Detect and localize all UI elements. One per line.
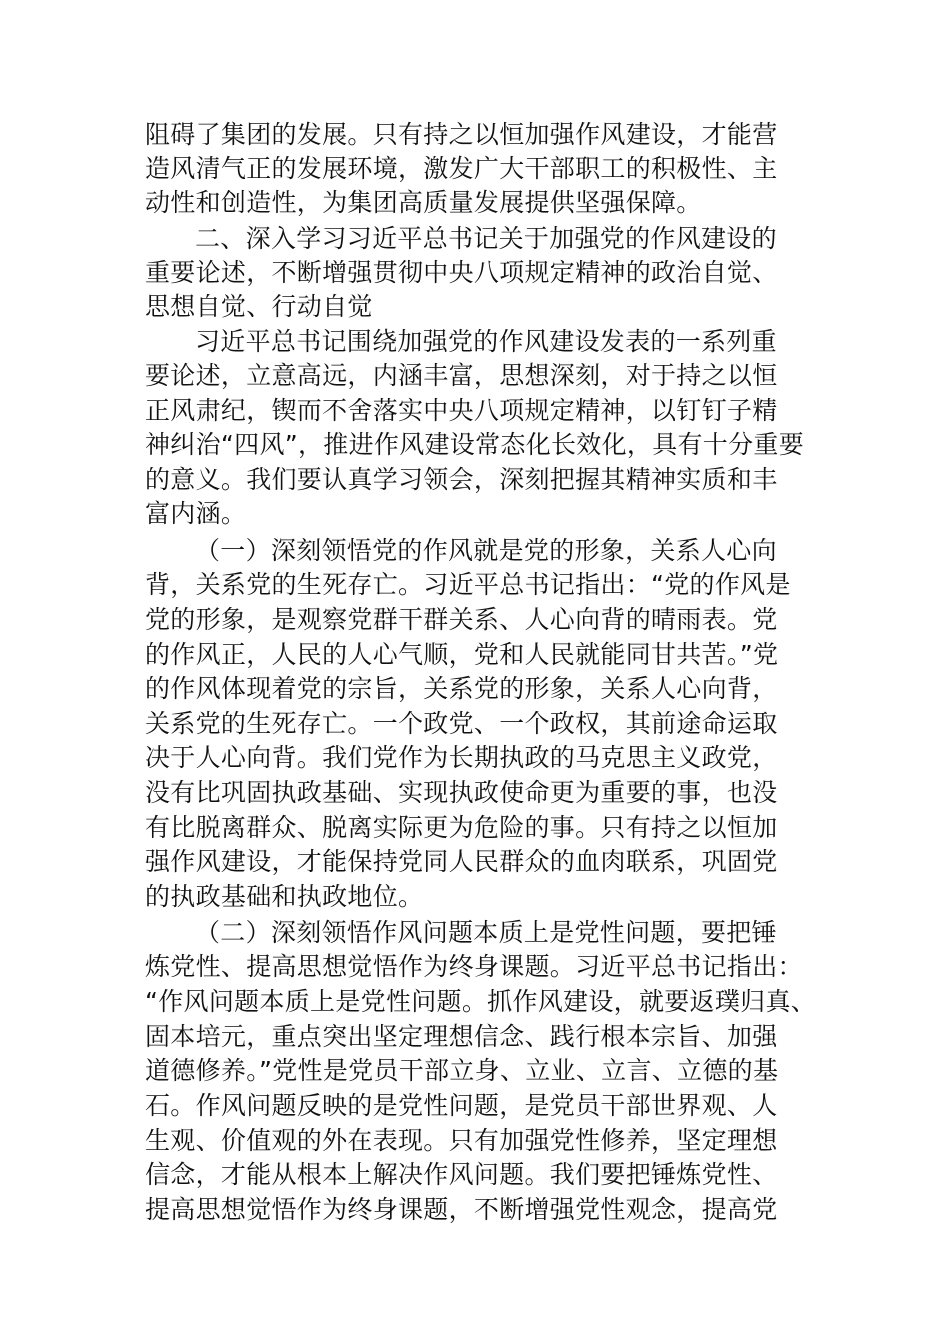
- text-line: 阻碍了集团的发展。只有持之以恒加强作风建设，才能营: [145, 120, 778, 149]
- text-line: 背，关系党的生死存亡。习近平总书记指出：“党的作风是: [145, 570, 791, 599]
- subsection-heading-line: （二）深刻领悟作风问题本质上是党性问题，要把锤: [195, 918, 777, 947]
- section-heading-line: 思想自觉、行动自觉: [145, 292, 373, 321]
- text-line: 造风清气正的发展环境，激发广大干部职工的积极性、主: [145, 154, 778, 183]
- text-line: 正风肃纪，锲而不舍落实中央八项规定精神，以钉钉子精: [145, 396, 778, 425]
- text-line: 关系党的生死存亡。一个政党、一个政权，其前途命运取: [145, 709, 778, 738]
- text-line: 的作风体现着党的宗旨，关系党的形象，关系人心向背，: [145, 674, 778, 703]
- text-line: 道德修养。”党性是党员干部立身、立业、立言、立德的基: [145, 1056, 779, 1085]
- text-line: 信念，才能从根本上解决作风问题。我们要把锤炼党性、: [145, 1160, 778, 1189]
- text-line: 的意义。我们要认真学习领会，深刻把握其精神实质和丰: [145, 465, 778, 494]
- text-line: 党的形象，是观察党群干群关系、人心向背的晴雨表。党: [145, 605, 778, 634]
- text-line: 生观、价值观的外在表现。只有加强党性修养，坚定理想: [145, 1126, 778, 1155]
- text-line: 炼党性、提高思想觉悟作为终身课题。习近平总书记指出：: [145, 952, 803, 981]
- text-line: 动性和创造性，为集团高质量发展提供坚强保障。: [145, 188, 702, 217]
- section-heading-line: 二、深入学习习近平总书记关于加强党的作风建设的: [195, 224, 777, 253]
- text-line: “作风问题本质上是党性问题。抓作风建设，就要返璞归真、: [145, 987, 817, 1016]
- text-line: 习近平总书记围绕加强党的作风建设发表的一系列重: [195, 327, 777, 356]
- text-line: 的作风正，人民的人心气顺，党和人民就能同甘共苦。”党: [145, 640, 779, 669]
- text-line: 富内涵。: [145, 499, 247, 528]
- text-line: 强作风建设，才能保持党同人民群众的血肉联系，巩固党: [145, 847, 778, 876]
- text-line: 没有比巩固执政基础、实现执政使命更为重要的事，也没: [145, 778, 778, 807]
- text-line: 神纠治“四风”，推进作风建设常态化长效化，具有十分重要: [145, 430, 805, 459]
- text-line: 要论述，立意高远，内涵丰富，思想深刻，对于持之以恒: [145, 361, 778, 390]
- text-line: 的执政基础和执政地位。: [145, 882, 424, 911]
- text-line: 决于人心向背。我们党作为长期执政的马克思主义政党，: [145, 743, 778, 772]
- text-line: 有比脱离群众、脱离实际更为危险的事。只有持之以恒加: [145, 813, 778, 842]
- text-line: 提高思想觉悟作为终身课题，不断增强党性观念，提高党: [145, 1195, 778, 1224]
- text-line: 固本培元，重点突出坚定理想信念、践行根本宗旨、加强: [145, 1022, 778, 1051]
- subsection-heading-line: （一）深刻领悟党的作风就是党的形象，关系人心向: [195, 536, 777, 565]
- text-line: 石。作风问题反映的是党性问题，是党员干部世界观、人: [145, 1091, 778, 1120]
- section-heading-line: 重要论述，不断增强贯彻中央八项规定精神的政治自觉、: [145, 258, 778, 287]
